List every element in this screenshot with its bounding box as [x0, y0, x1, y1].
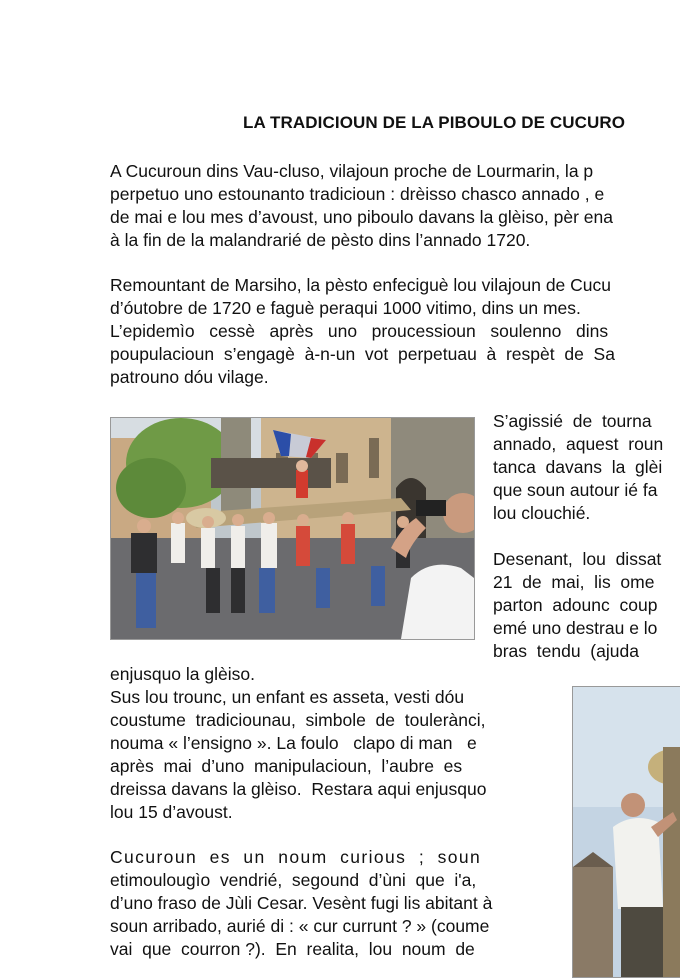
text-line: tanca davans la glèi: [493, 457, 663, 477]
text-line: soun arribado, aurié di : « cur currunt ? » (coume: [110, 916, 490, 936]
text-line: Cucuroun es un noum curious ; soun: [110, 847, 482, 867]
tree-raising-photo-art: [573, 687, 680, 977]
text-line: lou clouchié.: [493, 503, 591, 523]
text-line: de mai e lou mes d’avoust, uno piboulo davans la glèiso, pèr ena: [110, 207, 613, 227]
document-title: LA TRADICIOUN DE LA PIBOULO DE CUCURO: [243, 113, 626, 132]
tree-raising-photo: [572, 686, 680, 978]
text-line: parton adounc coup: [493, 595, 658, 615]
text-line: bras tendu (ajuda: [493, 641, 639, 661]
text-line: emé uno destrau e lo: [493, 618, 658, 638]
text-line: d’óutobre de 1720 e faguè peraqui 1000 vitimo, dins un mes.: [110, 298, 581, 318]
text-line: enjusquo la glèiso.: [110, 664, 255, 684]
text-line: patrouno dóu vilage.: [110, 367, 269, 387]
procession-photo-art: [111, 418, 474, 639]
text-line: lou 15 d’avoust.: [110, 802, 233, 822]
text-line: Desenant, lou dissat: [493, 549, 662, 569]
text-line: annado, aquest roun: [493, 434, 664, 454]
text-line: vai que courron ?). En realita, lou noum de: [110, 939, 475, 959]
text-line: 21 de mai, lis ome: [493, 572, 655, 592]
procession-photo: [110, 417, 475, 640]
text-line: à la fin de la malandrarié de pèsto dins l’annado 1720.: [110, 230, 531, 250]
text-line: poupulacioun s’engagè à-n-un vot perpetuau à respèt de Sa: [110, 344, 615, 364]
text-line: nouma « l’ensigno ». La foulo clapo di man e: [110, 733, 477, 753]
text-line: Remountant de Marsiho, la pèsto enfeciguè lou vilajoun de Cucu: [110, 275, 612, 295]
text-line: après mai d’uno manipulacioun, l’aubre es: [110, 756, 463, 776]
text-line: que soun autour ié fa: [493, 480, 658, 500]
text-line: S’agissié de tourna: [493, 411, 652, 431]
text-line: perpetuo uno estounanto tradicioun : drèisso chasco annado , e: [110, 184, 605, 204]
text-line: A Cucuroun dins Vau-cluso, vilajoun proche de Lourmarin, la p: [110, 161, 594, 181]
text-line: Sus lou trounc, un enfant es asseta, vesti dóu: [110, 687, 465, 707]
text-line: L’epidemìo cessè après uno proucessioun soulenno dins: [110, 321, 609, 341]
text-line: coustume tradiciounau, simbole de toulerànci,: [110, 710, 486, 730]
text-line: dreissa davans la glèiso. Restara aqui enjusquo: [110, 779, 487, 799]
text-line: d’uno fraso de Jùli Cesar. Vesènt fugi lis abitant à: [110, 893, 493, 913]
text-line: etimoulougìo vendrié, segound d’ùni que i'a,: [110, 870, 477, 890]
